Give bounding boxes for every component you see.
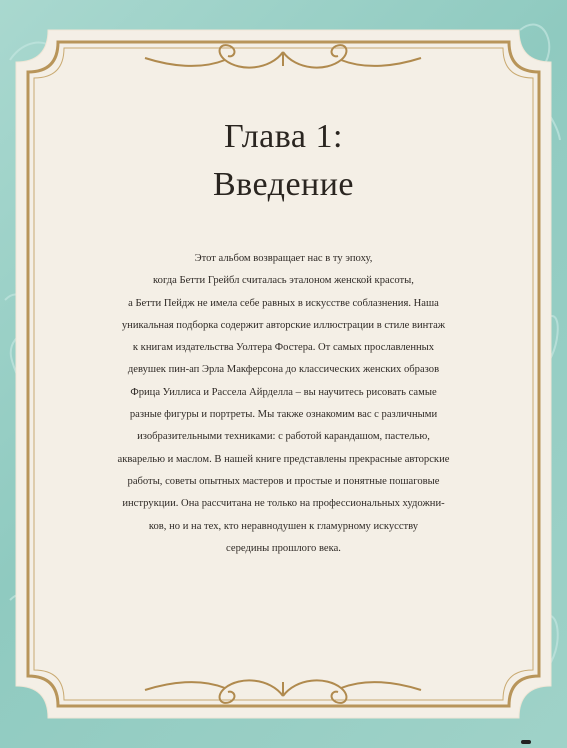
text-line: когда Бетти Грейбл считалась эталоном женской красоты, xyxy=(153,275,414,287)
text-line: к книгам издательства Уолтера Фостера. От самых прославленных xyxy=(132,342,435,354)
chapter-title-line1: Глава 1: xyxy=(224,118,343,155)
text-line: инструкции. Она рассчитана не только на профессиональных художни- xyxy=(122,498,445,510)
chapter-title-line2: Введение xyxy=(212,166,355,203)
text-line: ков, но и на тех, кто неравнодушен к гламурному искусству xyxy=(148,520,419,532)
text-line: работы, советы опытных мастеров и простые и понятные пошаговые xyxy=(127,475,440,487)
text-line: уникальная подборка содержит авторские иллюстрации в стиле винтаж xyxy=(121,319,446,331)
intro-paragraph xyxy=(60,248,507,560)
text-line: девушек пин-ап Эрла Макферсона до классических женских образов xyxy=(127,364,440,376)
text-line: середины прошлого века. xyxy=(226,542,341,554)
scroll-indicator[interactable] xyxy=(521,740,531,744)
text-line: Этот альбом возвращает нас в ту эпоху, xyxy=(194,253,373,264)
text-line: акварелью и маслом. В нашей книге представлены прекрасные авторские xyxy=(117,453,450,465)
text-line: Фрица Уиллиса и Рассела Айрделла – вы научитесь рисовать самые xyxy=(130,386,437,398)
text-line: разные фигуры и портреты. Мы также ознакомим вас с различными xyxy=(129,409,438,421)
text-line: а Бетти Пейдж не имела себе равных в искусстве соблазнения. Наша xyxy=(128,297,439,309)
text-line: изобразительными техниками: с работой карандашом, пастелью, xyxy=(137,431,430,443)
